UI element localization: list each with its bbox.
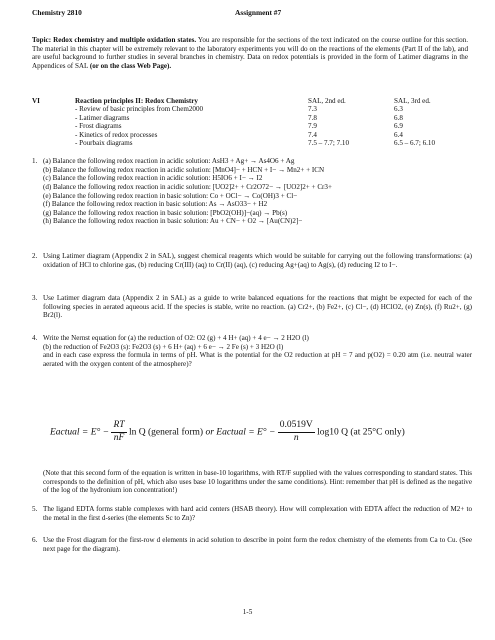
- sal3-cell: 6.5 – 6.7; 6.10: [394, 138, 435, 147]
- equation-general-form: ln Q (general form): [128, 427, 204, 438]
- question-4a: Write the Nernst equation for (a) the reduction of O2: O2 (g) + 4 H+ (aq) + 4 e− → 2 H2O (l): [43, 334, 309, 342]
- topic-intro: [32, 36, 468, 71]
- topic-cell: - Review of basic principles from Chem2000: [75, 105, 204, 114]
- topic-text: You are responsible for the sections of the text indicated on the course outline for this section. The material in this chapter will be extremely relevant to the laboratory experiments you will do on the reactions of the elements (Part II of the lab), and are useful background to further studies in several branches in chemistry. Data on redox potentials is provided in the form of Latimer diagrams in the Appendices of SAL: [32, 36, 469, 70]
- question-5-text: The ligand EDTA forms stable complexes with hard acid centers (HSAB theory). How will complexation with EDTA affect the reduction of M2+ to the metal in the first d-series (the elements Sc to Zn)?: [43, 505, 472, 522]
- sal3-cell: 6.9: [394, 122, 403, 131]
- table-row: [32, 131, 472, 139]
- section-title: Reaction principles II: Redox Chemistry: [75, 97, 198, 105]
- rt-nf-fraction: [111, 420, 126, 444]
- sal3-cell: 6.3: [394, 105, 403, 114]
- topic-label: Topic: Redox chemistry and multiple oxidation states.: [32, 36, 197, 44]
- table-row: [32, 122, 472, 130]
- fraction-denominator: nF: [113, 432, 125, 443]
- question-6: [32, 536, 472, 553]
- question-4: [32, 334, 472, 369]
- section-number: VI: [32, 97, 40, 105]
- sal2-cell: 7.9: [308, 122, 317, 131]
- equation-or: or: [205, 427, 214, 438]
- equation-lhs-2: Eactual = E° −: [216, 427, 276, 438]
- equation-note: [32, 469, 472, 495]
- table-row: [32, 105, 472, 113]
- question-1d: (d) Balance the following redox reaction in acidic solution: [UO2]2+ + Cr2O72− → [UO2]2+ + Cr3+: [43, 182, 332, 191]
- col-sal-3rd: SAL, 3rd ed.: [394, 97, 431, 105]
- question-1a: (a) Balance the following redox reaction in acidic solution: AsH3 + Ag+ → As4O6 + Ag: [43, 157, 295, 165]
- question-number: 1.: [32, 157, 38, 165]
- question-1e: (e) Balance the following redox reaction in basic solution: Co + OCl− → Co(OH)3 + Cl−: [43, 191, 298, 200]
- question-1: [32, 157, 472, 226]
- page-number: 1-5: [242, 608, 253, 616]
- question-6-text: Use the Frost diagram for the first-row d elements in acid solution to describe in point form the redox chemistry of the elements from Ca to Cu. (See next page for the diagram).: [43, 536, 472, 553]
- fraction-numerator: RT: [111, 420, 126, 433]
- question-number: 4.: [32, 334, 38, 342]
- question-1b: (b) Balance the following redox reaction in acidic solution: [MnO4]− + HCN + I− → Mn2+ + ICN: [43, 165, 325, 174]
- reading-table-header: [32, 97, 472, 105]
- question-number: 2.: [32, 252, 38, 260]
- question-3-text: Use Latimer diagram data (Appendix 2 in SAL) as a guide to write balanced equations for the reactions that might be expected for each of the following species in aerated aqueous acid. If the species is stable, write no reaction. (a) Cr2+, (b) Fe2+, (c) Cl−, (d) HClO2, (e) Zn(s), (f) Ru2+, (g) Br2(l).: [43, 294, 472, 320]
- question-5: [32, 505, 472, 522]
- note-text: (Note that this second form of the equation is written in base-10 logarithms, with RT/F supplied with the values corresponding to standard states. This corresponds to the definition of pH, which also uses base 10 logarithms under the same conditions). Hint: remember that pH is defined as the negative of the log of the hydronium ion concentration!): [43, 469, 472, 495]
- question-3: [32, 294, 472, 320]
- question-number: 5.: [32, 505, 38, 513]
- table-row: [32, 114, 472, 122]
- assignment-title: Assignment #7: [235, 8, 282, 17]
- topic-cell: - Frost diagrams: [75, 122, 122, 131]
- question-1g: (g) Balance the following redox reaction in basic solution: [PbO2(OH)]−(aq) → Pb(s): [43, 208, 288, 217]
- topic-web-note: (or on the class Web Page).: [89, 61, 172, 70]
- sal2-cell: 7.3: [308, 105, 317, 114]
- topic-cell: - Kinetics of redox processes: [75, 130, 158, 139]
- sal2-cell: 7.4: [308, 130, 317, 139]
- fraction-denominator: n: [293, 432, 299, 443]
- question-4c: and in each case express the formula in terms of pH. What is the potential for the O2 reduction at pH = 7 and p(O2) = 0.20 atm (i.e. neutral water aerated with the oxygen content of the atmosphere)?: [43, 351, 472, 368]
- topic-cell: - Latimer diagrams: [75, 113, 130, 122]
- topic-cell: - Pourbaix diagrams: [75, 138, 133, 147]
- nernst-constant-fraction: [278, 420, 315, 444]
- question-4b: (b) the reduction of Fe2O3 (s): Fe2O3 (s) + 6 H+ (aq) + 6 e− → 2 Fe (s) + 3 H2O (l): [43, 342, 284, 351]
- question-1f: (f) Balance the following redox reaction in basic solution: As → AsO33− + H2: [43, 200, 268, 209]
- fraction-numerator: 0.0519V: [278, 420, 315, 433]
- question-number: 3.: [32, 294, 38, 302]
- question-1c: (c) Balance the following redox reaction in acidic solution: H5IO6 + I− → I2: [43, 174, 263, 183]
- question-number: 6.: [32, 536, 38, 544]
- nernst-equation: [50, 420, 470, 464]
- sal3-cell: 6.4: [394, 130, 403, 139]
- sal3-cell: 6.8: [394, 113, 403, 122]
- reading-table: [32, 97, 472, 147]
- course-name: Chemistry 2810: [32, 8, 82, 17]
- question-2-text: Using Latimer diagram (Appendix 2 in SAL), suggest chemical reagents which would be suitable for carrying out the following transformations: (a) oxidation of HCl to chlorine gas, (b) reducing Cr(III) (aq) to Cr(II) (aq), (c) reducing Ag+(aq) to Ag(s), (d) reducing I2 to I−.: [43, 252, 472, 269]
- question-1h: (h) Balance the following redox reaction in basic solution: Au + CN− + O2 → [Au(CN)2]−: [43, 217, 303, 226]
- equation-25c-form: log10 Q (at 25°C only): [317, 427, 405, 438]
- sal2-cell: 7.8: [308, 113, 317, 122]
- question-2: [32, 252, 472, 269]
- equation-lhs: Eactual = E° −: [50, 427, 110, 438]
- col-sal-2nd: SAL, 2nd ed.: [308, 97, 346, 105]
- sal2-cell: 7.5 – 7.7; 7.10: [308, 138, 349, 147]
- table-row: [32, 139, 472, 147]
